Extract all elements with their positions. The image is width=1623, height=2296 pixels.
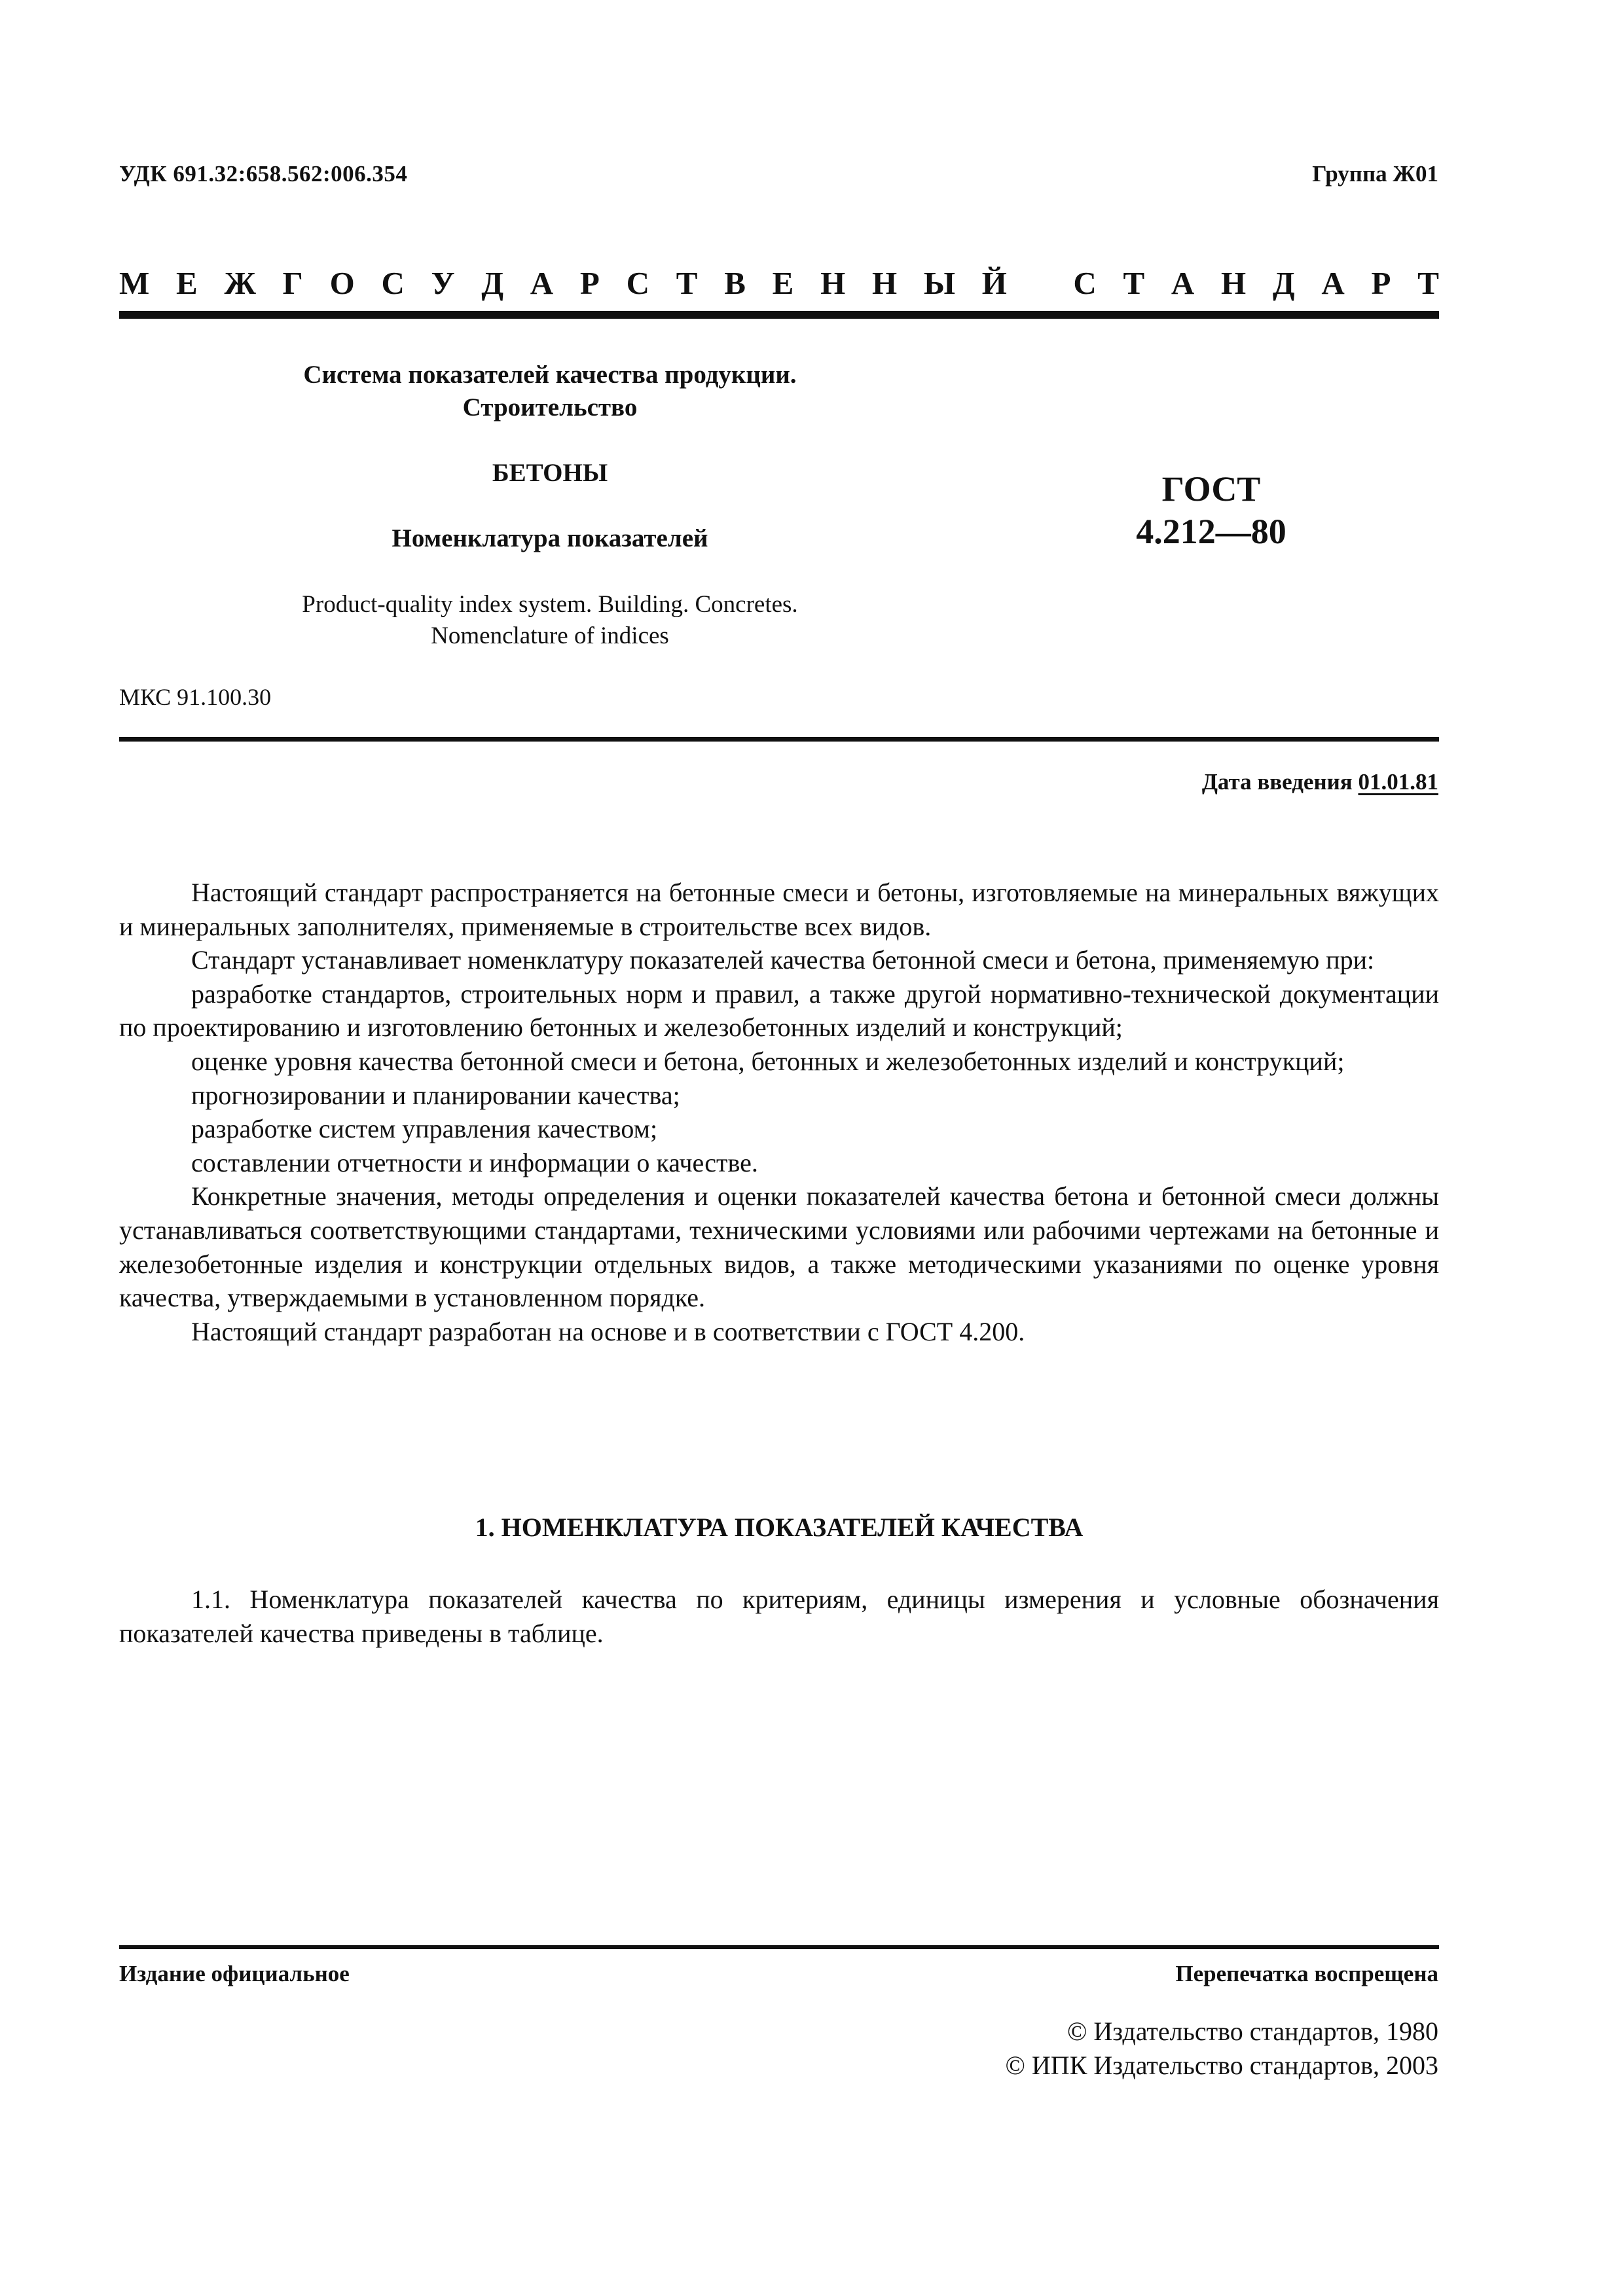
paragraph: Стандарт устанавливает номенклатуру показателей качества бетонной смеси и бетона, применяемую при: bbox=[191, 945, 1375, 975]
paragraph: прогнозировании и планировании качества; bbox=[191, 1080, 680, 1110]
clause-1-1 bbox=[119, 1583, 1439, 1650]
english-title-line1: Product-quality index system. Building. Concretes. bbox=[302, 591, 798, 618]
banner-letter: Н bbox=[820, 265, 846, 301]
banner-letter: Е bbox=[176, 265, 198, 301]
banner-letter: Т bbox=[676, 265, 698, 301]
paragraph: Конкретные значения, методы определения и оценки показателей качества бетона и бетонной смеси должны устанавливаться соответствующими стандартами, техническими условиями или рабочими чертежами на бетонные и железобетонные изделия и конструкции отдельных видов, а также методическими указаниями по оценке уровня качества, утверждаемыми в установленном порядке. bbox=[119, 1181, 1439, 1313]
banner-letter: Й bbox=[981, 265, 1007, 301]
banner-letter: Т bbox=[1417, 265, 1439, 301]
banner-letter: С bbox=[626, 265, 649, 301]
udk-code: УДК 691.32:658.562:006.354 bbox=[119, 161, 408, 187]
banner-letter: О bbox=[329, 265, 355, 301]
gost-designation bbox=[1080, 468, 1342, 553]
footer-rule bbox=[119, 1945, 1439, 1949]
copyright-block bbox=[1006, 2015, 1438, 2083]
banner-letter: Г bbox=[282, 265, 303, 301]
banner-letter: А bbox=[1321, 265, 1345, 301]
interstate-standard-banner bbox=[119, 267, 1439, 299]
banner-letter: Д bbox=[1272, 265, 1295, 301]
system-title bbox=[216, 359, 884, 424]
banner-letter: У bbox=[431, 265, 455, 301]
middle-rule bbox=[119, 737, 1439, 742]
clause-text: 1.1. Номенклатура показателей качества по критериям, единицы измерения и условные обозначения показателей качества приведены в таблице. bbox=[119, 1585, 1439, 1648]
banner-letter: Ы bbox=[923, 265, 955, 301]
system-title-line2: Строительство bbox=[462, 393, 638, 422]
group-code: Группа Ж01 bbox=[1312, 161, 1438, 187]
section-heading: 1. НОМЕНКЛАТУРА ПОКАЗАТЕЛЕЙ КАЧЕСТВА bbox=[475, 1513, 1084, 1542]
introduction-date-label: Дата введения bbox=[1201, 769, 1353, 795]
copyright-line-2003: © ИПК Издательство стандартов, 2003 bbox=[1005, 2051, 1438, 2080]
banner-letter: Д bbox=[481, 265, 504, 301]
official-edition: Издание официальное bbox=[119, 1961, 350, 1986]
banner-letter: Ж bbox=[224, 265, 256, 301]
banner-letter: С bbox=[381, 265, 405, 301]
banner-letter: Н bbox=[1221, 265, 1247, 301]
copyright-line-1980: © Издательство стандартов, 1980 bbox=[1067, 2017, 1438, 2046]
reprint-prohibited: Перепечатка воспрещена bbox=[1175, 1961, 1438, 1986]
banner-letter: Р bbox=[1371, 265, 1391, 301]
system-title-line1: Система показателей качества продукции. bbox=[303, 361, 797, 389]
banner-letter: М bbox=[119, 265, 150, 301]
banner-letter: А bbox=[1171, 265, 1195, 301]
paragraph: разработке стандартов, строительных норм и правил, а также другой нормативно-технической документации по проектированию и изготовлению бетонных и железобетонных изделий и конструкций; bbox=[119, 978, 1439, 1043]
paragraph: составлении отчетности и информации о качестве. bbox=[191, 1147, 758, 1177]
banner-letter: А bbox=[530, 265, 554, 301]
banner-letter: Н bbox=[871, 265, 898, 301]
english-title bbox=[216, 589, 884, 652]
document-subtitle: Номенклатура показателей bbox=[392, 524, 708, 552]
introduction-date-value: 01.01.81 bbox=[1358, 769, 1438, 795]
mks-code: МКС 91.100.30 bbox=[119, 684, 272, 710]
body-text bbox=[119, 876, 1439, 1348]
gost-number: 4.212—80 bbox=[1136, 511, 1286, 551]
document-name: БЕТОНЫ bbox=[492, 459, 608, 487]
english-title-line2: Nomenclature of indices bbox=[431, 622, 669, 650]
paragraph: Настоящий стандарт распространяется на бетонные смеси и бетоны, изготовляемые на минеральных вяжущих и минеральных заполнителях, применяемые в строительстве всех видов. bbox=[119, 878, 1439, 941]
banner-letter bbox=[1034, 267, 1047, 299]
top-rule bbox=[119, 311, 1439, 319]
banner-letter: В bbox=[724, 265, 746, 301]
paragraph: Настоящий стандарт разработан на основе и в соответствии с ГОСТ 4.200. bbox=[191, 1316, 1025, 1346]
paragraph: разработке систем управления качеством; bbox=[191, 1114, 658, 1144]
paragraph: оценке уровня качества бетонной смеси и бетона, бетонных и железобетонных изделий и конструкций; bbox=[191, 1046, 1345, 1076]
banner-letter: Е bbox=[772, 265, 794, 301]
introduction-date bbox=[1202, 769, 1438, 795]
banner-letter: Р bbox=[579, 265, 600, 301]
gost-label: ГОСТ bbox=[1161, 469, 1261, 509]
banner-letter: Т bbox=[1123, 265, 1145, 301]
banner-letter: С bbox=[1073, 265, 1097, 301]
